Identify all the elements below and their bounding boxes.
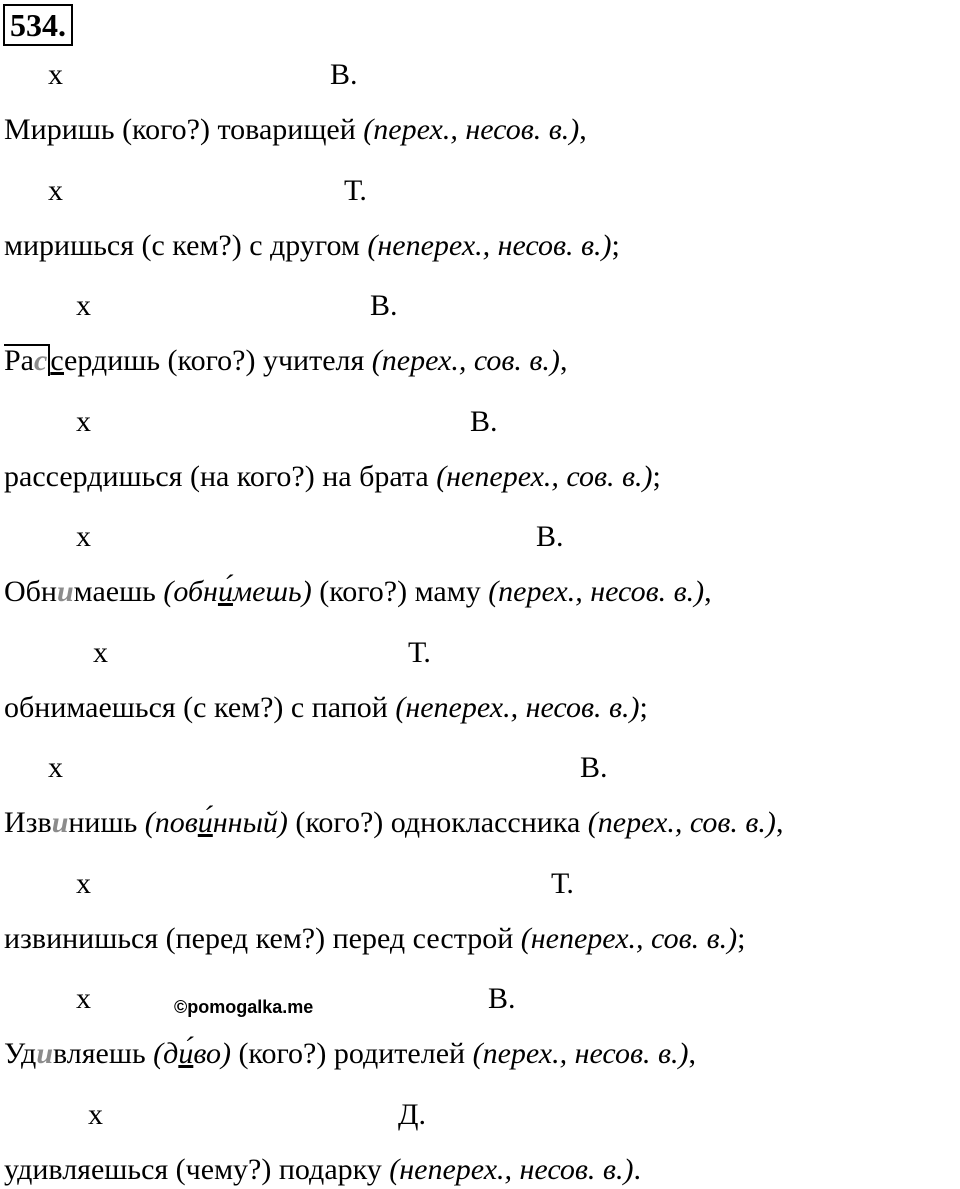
text-segment: рассердишься (на кого?) на брата <box>4 459 437 493</box>
transitivity-mark: х <box>76 982 91 1015</box>
grammar-note: (перех., несов. в.) <box>363 113 580 146</box>
case-mark: Т. <box>551 866 574 900</box>
transitivity-mark: х <box>76 520 91 553</box>
transitivity-mark: х <box>48 58 63 91</box>
verb-line <box>4 805 783 841</box>
grammar-note: во) <box>193 1037 231 1070</box>
grammar-note: (неперех., несов. в.) <box>389 1152 634 1186</box>
transitivity-mark: х <box>76 404 91 438</box>
text-segment: ердишь (кого?) учителя <box>64 344 372 377</box>
grammar-note: нный) <box>212 806 288 839</box>
transitivity-mark: х <box>76 866 91 900</box>
text-segment: вляешь <box>53 1037 154 1070</box>
transitivity-mark: х <box>76 289 91 322</box>
prefix-mark <box>4 344 50 376</box>
verb-line <box>4 112 587 148</box>
grammar-note: (перех., несов. в.) <box>488 575 705 608</box>
grammar-note: (неперех., сов. в.) <box>436 459 653 493</box>
text-segment: ; <box>652 459 661 493</box>
text-segment: маешь <box>73 575 164 608</box>
exercise-number: 534. <box>3 4 73 46</box>
grammar-note: (неперех., сов. в.) <box>520 921 738 955</box>
transitivity-mark: х <box>88 1097 103 1131</box>
watermark: ©pomogalka.me <box>174 997 314 1017</box>
case-mark: В. <box>536 520 564 553</box>
text-segment: , <box>688 1037 697 1070</box>
checked-vowel: и <box>36 1037 53 1070</box>
grammar-note: (неперех., несов. в.) <box>395 690 640 724</box>
case-mark: Д. <box>398 1097 426 1131</box>
stressed-vowel: и ́ <box>198 806 213 839</box>
transitivity-mark: х <box>48 751 63 784</box>
transitivity-mark: х <box>93 635 108 669</box>
text-segment: , <box>559 344 568 377</box>
text-segment: ; <box>639 690 648 724</box>
case-mark: В. <box>580 751 608 784</box>
checked-vowel: и <box>56 575 74 608</box>
verb-line <box>4 690 648 726</box>
grammar-note: (перех., несов. в.) <box>472 1037 689 1070</box>
grammar-note: мешь) <box>232 575 312 608</box>
case-mark: Т. <box>408 635 431 669</box>
case-mark: В. <box>488 982 516 1015</box>
text-segment: (кого?) маму <box>311 575 489 608</box>
text-segment: , <box>704 575 712 608</box>
verb-line <box>4 228 620 264</box>
text-segment: Обн <box>4 575 57 608</box>
checked-vowel: и <box>51 806 69 839</box>
text-segment: миришься (с кем?) с другом <box>4 228 368 262</box>
text-segment: (кого?) родителей <box>230 1037 473 1070</box>
text-segment: удивляешься (чему?) подарку <box>4 1152 390 1186</box>
stressed-vowel: и ́ <box>218 575 233 608</box>
text-segment: , <box>579 113 587 146</box>
grammar-note: (перех., сов. в.) <box>587 806 776 839</box>
text-segment: (кого?) одноклассника <box>287 806 588 839</box>
checked-vowel: с <box>34 344 48 377</box>
verb-line <box>4 1152 641 1188</box>
stressed-vowel: и ́ <box>178 1037 193 1070</box>
text-segment: ; <box>611 228 620 262</box>
case-mark: В. <box>330 58 358 91</box>
verb-line <box>4 574 712 610</box>
text-segment: Ра <box>4 344 34 377</box>
verb-line <box>4 343 567 379</box>
grammar-note: (перех., сов. в.) <box>371 344 560 377</box>
text-segment: . <box>633 1152 641 1186</box>
text-segment: извинишься (перед кем?) перед сестрой <box>4 921 521 955</box>
verb-line <box>4 459 661 495</box>
text-segment: , <box>775 806 784 839</box>
case-mark: В. <box>470 404 498 438</box>
text-segment: с <box>50 344 65 377</box>
case-mark: В. <box>370 289 398 322</box>
grammar-note: (пов <box>144 806 198 839</box>
text-segment: обнимаешься (с кем?) с папой <box>4 690 396 724</box>
transitivity-mark: х <box>48 173 63 207</box>
grammar-note: (неперех., несов. в.) <box>367 228 612 262</box>
text-segment: нишь <box>68 806 145 839</box>
verb-line <box>4 921 745 957</box>
grammar-note: (обн <box>163 575 218 608</box>
text-segment: ; <box>737 921 746 955</box>
text-segment: Уд <box>4 1037 37 1070</box>
text-segment: Миришь (кого?) товарищей <box>4 113 364 146</box>
verb-line <box>4 1036 696 1072</box>
grammar-note: (д <box>153 1037 179 1070</box>
text-segment: Изв <box>4 806 52 839</box>
case-mark: Т. <box>344 173 367 207</box>
